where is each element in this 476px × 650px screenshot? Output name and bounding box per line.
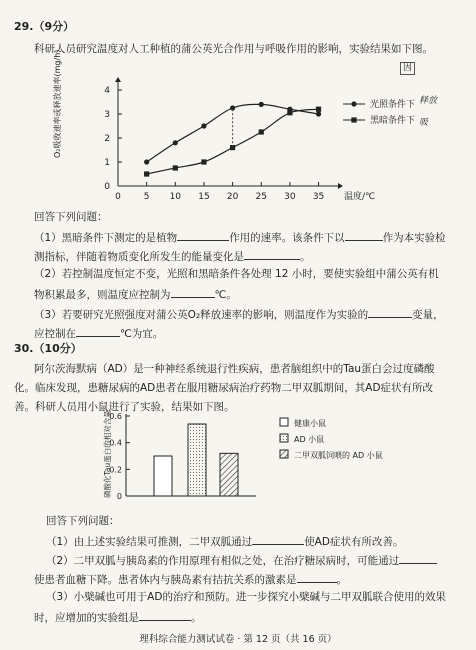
bar-2: [188, 424, 206, 496]
q29-part3-line1: [34, 306, 444, 322]
legend-dark-marker: [351, 117, 356, 122]
x-tick-label: 35: [312, 192, 325, 202]
y-tick-label: 0.2: [109, 465, 122, 475]
q29-part3-line2: [34, 325, 163, 341]
q29-p2c: ℃。: [214, 289, 237, 301]
q30-p2c: 。: [336, 574, 347, 586]
dark-series-point: [259, 129, 264, 134]
q29-answer-header: 回答下列问题：: [34, 211, 108, 223]
q30-p1a: （1）由上述实验结果可推测，二甲双胍通过: [46, 536, 253, 548]
q29-p1c: 作为本实验检: [382, 232, 446, 244]
answer-blank[interactable]: [252, 533, 304, 545]
y-tick-label: 0.6: [109, 412, 122, 421]
y-tick-label: 3: [104, 110, 110, 120]
x-tick-label: 5: [143, 192, 150, 202]
q29-part1-line2: [34, 248, 311, 264]
x-tick-label: 10: [169, 192, 182, 202]
dark-series-point: [201, 159, 206, 164]
answer-blank[interactable]: [244, 248, 300, 260]
q30-part3-line2: [34, 609, 202, 625]
legend-light-label: 光照条件下: [370, 100, 416, 110]
x-tick-label: 15: [198, 192, 210, 202]
y-tick-label: 4: [104, 86, 110, 96]
legend-swatch-1: [280, 418, 288, 426]
answer-blank[interactable]: [368, 306, 412, 318]
q30-part2-line2: [34, 571, 347, 587]
x-tick-label: 0: [115, 192, 121, 202]
q30-p3c: 。: [191, 612, 202, 624]
q29-p3c: 应控制在: [34, 328, 76, 340]
q30-part2-line1: [46, 552, 437, 568]
legend-label-1: 健康小鼠: [294, 419, 326, 428]
x-axis-arrow: [338, 183, 343, 189]
q29-p3d: ℃为宜。: [120, 328, 164, 340]
q29-p2b: 物积累最多，则温度应控制为: [34, 289, 171, 301]
y-tick-label: 1: [104, 158, 110, 168]
handwritten-note-absorb: 吸: [419, 118, 429, 128]
q30-part1: [46, 533, 403, 549]
light-series-line: [147, 104, 319, 162]
q30-p1b: 使AD症状有所改善。: [304, 536, 404, 548]
answer-blank[interactable]: [399, 552, 437, 564]
handwritten-note-release: 释放: [419, 96, 438, 106]
q30-part3-line1: （3）小檗碱也可用于AD的治疗和预防。进一步探究小檗碱与二甲双胍联合使用的效果: [46, 591, 446, 603]
question-30-intro-line3: 善。科研人员用小鼠进行了实验，结果如下图。: [14, 401, 235, 413]
light-series-point: [259, 102, 264, 107]
q29-part2-line1: （2）若控制温度恒定不变，光照和黑暗条件各处理 12 小时，要使实验组中蒲公英有机: [34, 268, 439, 280]
y-tick-label: 0.4: [109, 438, 122, 448]
q30-answer-header: 回答下列问题：: [46, 515, 120, 527]
light-series-point: [173, 140, 178, 145]
legend-label-3: 二甲双胍饲喂的 AD 小鼠: [294, 451, 383, 460]
question-29-intro: 科研人员研究温度对人工种植的蒲公英光合作用与呼吸作用的影响，实验结果如下图。: [34, 43, 433, 55]
page-footer: 理科综合能力测试试卷 · 第 12 页（共 16 页）: [139, 634, 337, 645]
legend-swatch-3: [280, 450, 288, 458]
answer-blank[interactable]: [345, 229, 383, 241]
question-30-number: 30.（10分）: [14, 342, 82, 355]
answer-blank[interactable]: [171, 286, 215, 298]
x-tick-label: 20: [226, 192, 239, 202]
q30-p2b: 使患者血糖下降。患者体内与胰岛素有拮抗关系的激素是: [34, 574, 297, 586]
handwritten-mark: 因: [400, 62, 415, 75]
chart1-y-axis-label: O₂吸收速率或释放速率(mg/h): [53, 49, 62, 158]
answer-blank[interactable]: [76, 325, 120, 337]
q29-p1e: 。: [300, 251, 311, 263]
chart2-y-axis-label: 磷酸化Tau蛋白的相对含量: [103, 410, 112, 498]
answer-blank[interactable]: [177, 229, 229, 241]
question-30-intro-line1: 阿尔茨海默病（AD）是一种神经系统退行性疾病，患者脑组织中的Tau蛋白会过度磷酸: [34, 363, 435, 375]
q29-part2-line2: [34, 286, 237, 302]
legend-label-2: AD 小鼠: [294, 435, 325, 444]
q29-part1-line1: [34, 229, 446, 245]
q30-p3b: 时，应增加的实验组是: [34, 612, 139, 624]
y-tick-label: 0: [116, 492, 122, 501]
legend-swatch-2: [280, 434, 288, 442]
q29-p1a: （1）黑暗条件下测定的是植物: [34, 232, 178, 244]
q29-p1d: 测指标，伴随着物质变化所发生的能量变化是: [34, 251, 244, 263]
answer-blank[interactable]: [297, 571, 337, 583]
q29-p3a: （3）若要研究光照强度对蒲公英O₂释放速率的影响，则温度作为实验的: [34, 309, 369, 321]
q29-p3b: 变量，: [412, 309, 444, 321]
legend-dark-label: 黑暗条件下: [370, 116, 416, 126]
light-series-point: [316, 111, 321, 116]
bar-1: [154, 456, 172, 496]
x-tick-label: 30: [284, 192, 296, 202]
light-series-point: [201, 123, 206, 128]
answer-blank[interactable]: [139, 609, 191, 621]
question-30-intro-line2: 化。临床发现，患糖尿病的AD患者在服用糖尿病治疗药物二甲双胍期间，其AD症状有所改: [14, 382, 434, 394]
dark-series-point: [144, 171, 149, 176]
y-tick-label: 0: [104, 182, 110, 192]
light-series-point: [144, 159, 149, 164]
q29-p1b: 作用的速率。该条件下以: [229, 232, 345, 244]
x-tick-label: 25: [255, 192, 267, 202]
legend-light-marker: [351, 101, 356, 106]
dark-series-point: [173, 165, 178, 170]
question-29-number: 29.（9分）: [14, 20, 75, 33]
dark-series-point: [287, 110, 292, 115]
bar-3: [220, 453, 238, 496]
q30-p2a: （2）二甲双胍与胰岛素的作用原理有相似之处，在治疗糖尿病时，可能通过: [46, 555, 400, 567]
bar-chart-tau: [96, 408, 466, 508]
dark-series-point: [316, 107, 321, 112]
x-axis-label: 温度/℃: [344, 192, 376, 202]
y-tick-label: 2: [104, 134, 110, 144]
